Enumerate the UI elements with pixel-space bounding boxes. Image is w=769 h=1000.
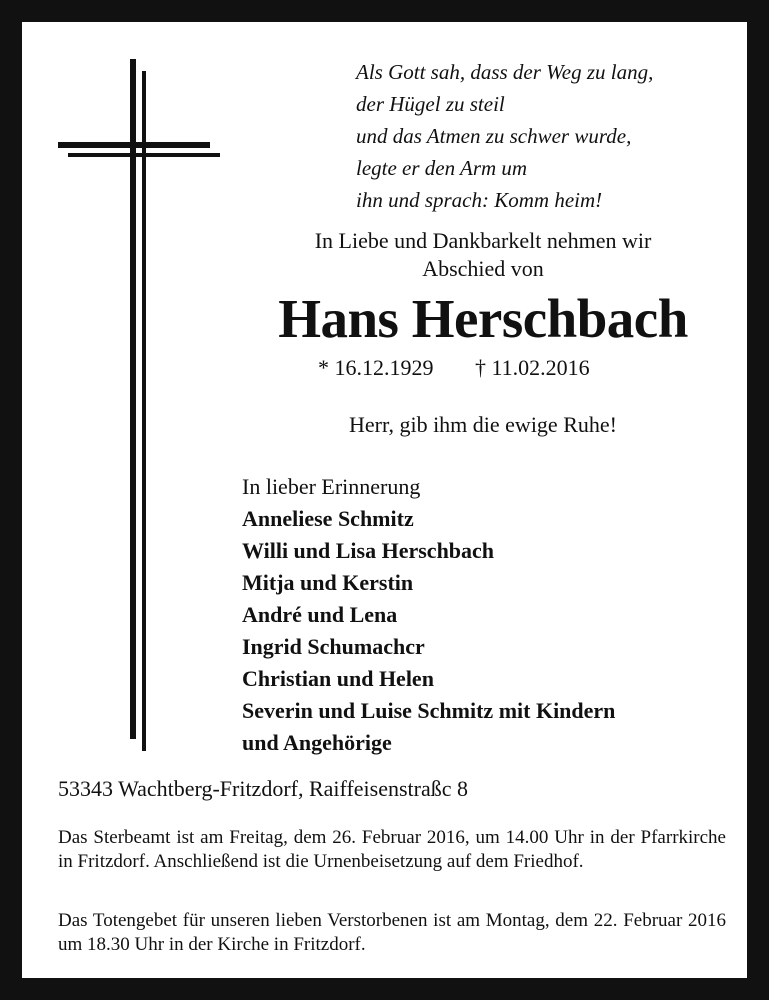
cross-horizontal-bar-shadow — [68, 153, 220, 157]
poem-line: ihn und sprach: Komm heim! — [356, 188, 603, 212]
birth-date: * 16.12.1929 — [318, 355, 434, 380]
funeral-mass-notice: Das Sterbeamt ist am Freitag, dem 26. Februar 2016, um 14.00 Uhr in der Pfarrkirche in Fritzdorf. Anschließend ist die Urnenbeisetzung auf dem Friedhof. — [58, 827, 726, 872]
mourner-name: André und Lena — [242, 602, 398, 627]
intro-line-1: In Liebe und Dankbarkelt nehmen wir — [314, 228, 652, 253]
deceased-name: Hans Herschbach — [278, 288, 688, 349]
mourner-name: und Angehörige — [242, 730, 392, 755]
mourner-name: Mitja und Kerstin — [242, 570, 414, 595]
intro-text — [248, 227, 718, 283]
address: 53343 Wachtberg-Fritzdorf, Raiffeisenstraßc 8 — [58, 776, 469, 801]
death-date: † 11.02.2016 — [475, 355, 590, 380]
obituary-notice — [22, 22, 747, 978]
prayer-service-notice: Das Totengebet für unseren lieben Verstorbenen ist am Montag, dem 22. Februar 2016 um 18.30 Uhr in der Kirche in Fritzdorf. — [58, 910, 726, 955]
cross-vertical-bar — [130, 59, 136, 739]
poem-line: der Hügel zu steil — [356, 92, 505, 116]
mourner-name: Anneliese Schmitz — [242, 506, 414, 531]
poem-line: und das Atmen zu schwer wurde, — [356, 124, 632, 148]
cross-horizontal-bar — [58, 142, 210, 148]
mourners-heading: In lieber Erinnerung — [242, 474, 421, 499]
mourner-name: Willi und Lisa Herschbach — [242, 538, 495, 563]
poem-line: Als Gott sah, dass der Weg zu lang, — [356, 60, 654, 84]
intro-line-2: Abschied von — [422, 256, 544, 281]
mourner-name: Ingrid Schumachcr — [242, 634, 425, 659]
mourner-name: Severin und Luise Schmitz mit Kindern — [242, 698, 616, 723]
prayer: Herr, gib ihm die ewige Ruhe! — [349, 412, 617, 437]
cross-vertical-bar-shadow — [142, 71, 146, 751]
life-dates — [318, 354, 590, 382]
poem-line: legte er den Arm um — [356, 156, 528, 180]
poem — [356, 56, 653, 216]
mourner-name: Christian und Helen — [242, 666, 434, 691]
mourners-list — [242, 471, 615, 759]
